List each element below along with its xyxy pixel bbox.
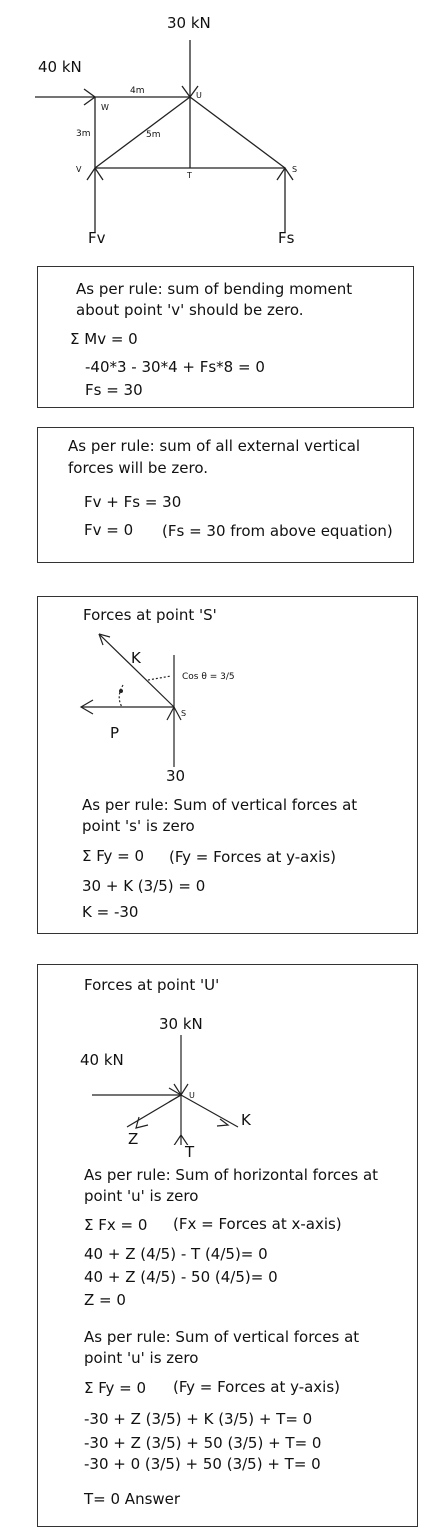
rule-text-line-2: point 's' is zero — [82, 817, 195, 835]
equation-k-result: K = -30 — [82, 903, 139, 921]
angle-marker — [148, 676, 171, 680]
equation-note: (Fy = Forces at y-axis) — [169, 848, 337, 866]
equation-note: (Fs = 30 from above equation) — [162, 522, 393, 540]
rule-text-line-2: about point 'v' should be zero. — [76, 301, 304, 319]
load-label-top: 30 kN — [167, 14, 211, 32]
forces-at-s-box — [37, 596, 418, 934]
node-label-u: U — [196, 91, 202, 100]
load-label-left: 40 kN — [80, 1051, 124, 1069]
rule2-text-line-2: point 'u' is zero — [84, 1349, 199, 1367]
dimension-wu: 4m — [130, 86, 145, 96]
vertical-equation-2: -30 + Z (3/5) + 50 (3/5) + T= 0 — [84, 1434, 322, 1452]
load-label-top: 30 kN — [159, 1015, 203, 1033]
horizontal-equation-2: 40 + Z (4/5) - 50 (4/5)= 0 — [84, 1268, 278, 1286]
node-label-v: V — [76, 165, 82, 174]
section-heading: Forces at point 'U' — [84, 976, 220, 994]
section-heading: Forces at point 'S' — [83, 606, 217, 624]
forces-at-u-box — [37, 964, 418, 1527]
member-z — [127, 1095, 181, 1127]
vertical-forces-box — [37, 427, 414, 563]
label-p: P — [110, 724, 120, 742]
vertical-equation-3: -30 + 0 (3/5) + 50 (3/5) + T= 0 — [84, 1455, 321, 1473]
rule1-text-line-1: As per rule: Sum of horizontal forces at — [84, 1166, 379, 1184]
member-us — [190, 97, 285, 168]
equation-fv: Fv = 0 — [84, 521, 134, 539]
rule-text-line-2: forces will be zero. — [68, 459, 209, 477]
rule1-text-line-2: point 'u' is zero — [84, 1187, 199, 1205]
label-30: 30 — [166, 767, 186, 785]
angle-dot — [119, 689, 123, 693]
label-k: K — [131, 649, 141, 667]
horizontal-equation-3: Z = 0 — [84, 1291, 126, 1309]
moment-equation-box — [37, 266, 414, 408]
equation-sum-fy: Σ Fy = 0 — [82, 847, 145, 865]
label-k: K — [241, 1111, 251, 1129]
rule-text-line-1: As per rule: sum of all external vertical — [68, 437, 361, 455]
rule-text-line-1: As per rule: Sum of vertical forces at — [82, 796, 358, 814]
label-u: U — [189, 1091, 195, 1100]
equation-moment: -40*3 - 30*4 + Fs*8 = 0 — [85, 358, 265, 376]
reaction-label-s: Fs — [278, 229, 295, 247]
member-vu — [95, 97, 190, 168]
label-t: T — [185, 1143, 195, 1161]
truss-diagram — [0, 0, 447, 260]
rule2-text-line-1: As per rule: Sum of vertical forces at — [84, 1328, 360, 1346]
member-k — [99, 634, 174, 707]
reaction-label-v: Fv — [88, 229, 106, 247]
joint-s-diagram — [38, 627, 419, 787]
node-label-w: W — [101, 103, 109, 112]
equation-sum-fx: Σ Fx = 0 — [84, 1216, 148, 1234]
equation-sum-mv: Σ Mv = 0 — [70, 330, 138, 348]
answer-text: T= 0 Answer — [84, 1490, 181, 1508]
equation-fv-fs: Fv + Fs = 30 — [84, 493, 182, 511]
dimension-wv: 3m — [76, 129, 91, 139]
node-label-t: T — [187, 171, 192, 180]
equation-fs: Fs = 30 — [85, 381, 143, 399]
equation-k: 30 + K (3/5) = 0 — [82, 877, 206, 895]
label-z: Z — [128, 1130, 139, 1148]
rule-text-line-1: As per rule: sum of bending moment — [76, 280, 353, 298]
vertical-equation-1: -30 + Z (3/5) + K (3/5) + T= 0 — [84, 1410, 313, 1428]
node-label-s: S — [292, 165, 298, 174]
label-s: S — [181, 709, 187, 718]
angle-arc — [119, 685, 123, 707]
horizontal-equation-1: 40 + Z (4/5) - T (4/5)= 0 — [84, 1245, 268, 1263]
dimension-vu: 5m — [146, 130, 161, 140]
equation-sum-fy: Σ Fy = 0 — [84, 1379, 147, 1397]
cos-note: Cos θ = 3/5 — [182, 672, 235, 682]
load-label-left: 40 kN — [38, 58, 82, 76]
equation-fx-note: (Fx = Forces at x-axis) — [173, 1215, 342, 1233]
equation-fy-note: (Fy = Forces at y-axis) — [173, 1378, 341, 1396]
